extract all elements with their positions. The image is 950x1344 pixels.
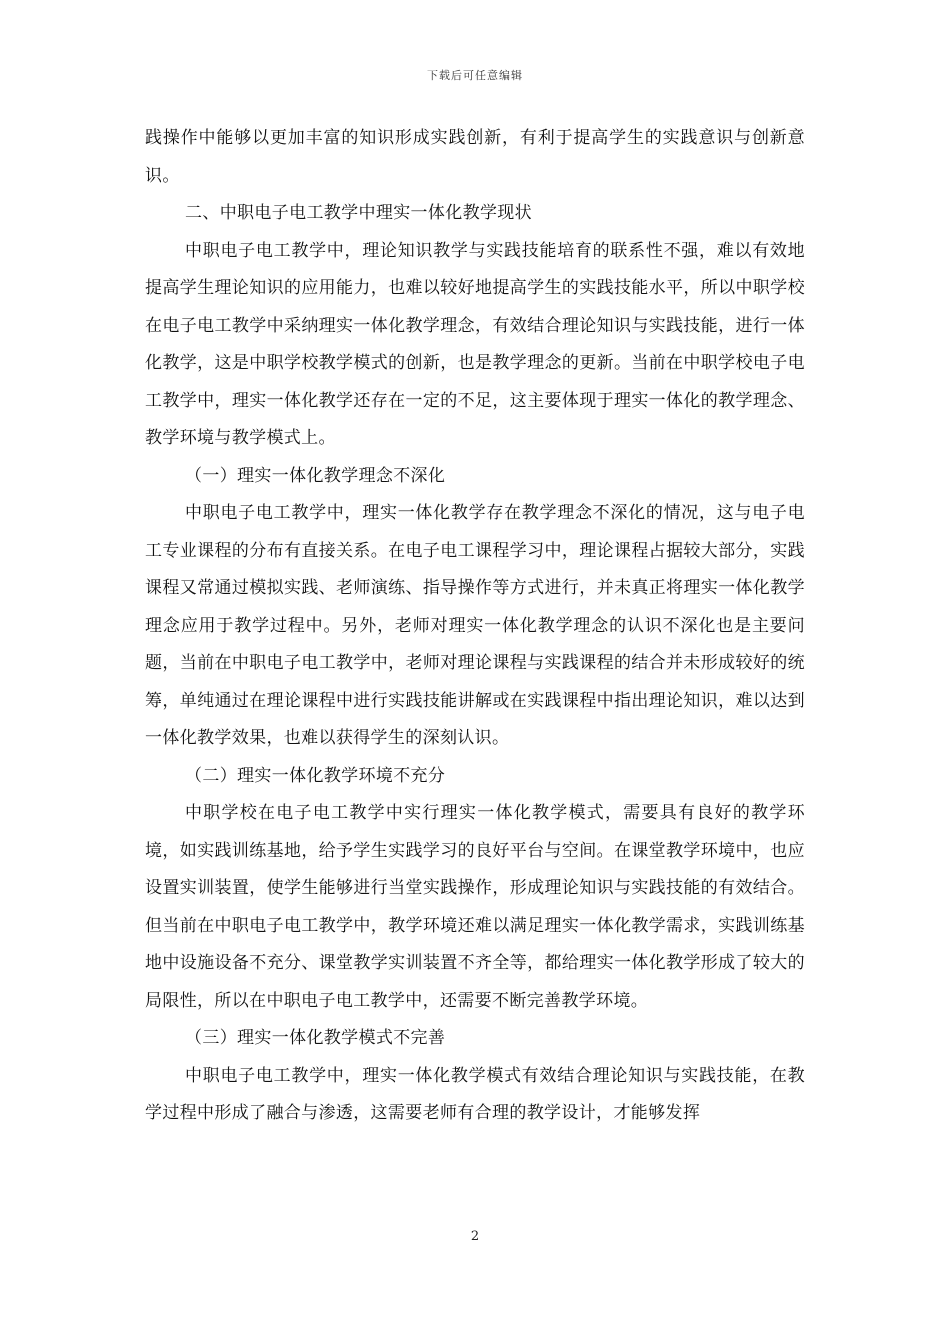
subsection-heading-2: （二）理实一体化教学环境不充分: [185, 765, 446, 786]
paragraph-current-status: 中职电子电工教学中，理论知识教学与实践技能培育的联系性不强，难以有效地提高学生理论知识的应用能力，也难以较好地提高学生的实践技能水平，所以中职学校在电子电工教学中采纳理实一体化教学理念，有效结合理论知识与实践技能，进行一体化教学，这是中职学校教学模式的创新，也是教学理念的更新。当前在中职学校电子电工教学中，理实一体化教学还存在一定的不足，这主要体现于理实一体化的教学理念、教学环境与教学模式上。: [145, 240, 805, 448]
document-body: [145, 120, 805, 1133]
page-header: 下载后可任意编辑: [427, 69, 523, 82]
section-heading-2: 二、中职电子电工教学中理实一体化教学现状: [185, 203, 532, 223]
paragraph-teaching-model: 中职电子电工教学中，理实一体化教学模式有效结合理论知识与实践技能，在教学过程中形成了融合与渗透，这需要老师有合理的教学设计，才能够发挥: [145, 1065, 805, 1123]
subsection-heading-3: （三）理实一体化教学模式不完善: [185, 1028, 446, 1048]
paragraph-teaching-environment: 中职学校在电子电工教学中实行理实一体化教学模式，需要具有良好的教学环境，如实践训练基地，给予学生实践学习的良好平台与空间。在课堂教学环境中，也应设置实训装置，使学生能够进行当堂实践操作，形成理论知识与实践技能的有效结合。但当前在中职电子电工教学中，教学环境还难以满足理实一体化教学需求，实践训练基地中设施设备不充分、课堂教学实训装置不齐全等，都给理实一体化教学形成了较大的局限性，所以在中职电子电工教学中，还需要不断完善教学环境。: [145, 803, 805, 1011]
subsection-heading-1: （一）理实一体化教学理念不深化: [185, 465, 446, 486]
paragraph-teaching-concept: 中职电子电工教学中，理实一体化教学存在教学理念不深化的情况，这与电子电工专业课程的分布有直接关系。在电子电工课程学习中，理论课程占据较大部分，实践课程又常通过模拟实践、老师演练、指导操作等方式进行，并未真正将理实一体化教学理念应用于教学过程中。另外，老师对理实一体化教学理念的认识不深化也是主要问题，当前在中职电子电工教学中，老师对理论课程与实践课程的结合并未形成较好的统筹，单纯通过在理论课程中进行实践技能讲解或在实践课程中指出理论知识，难以达到一体化教学效果，也难以获得学生的深刻认识。: [145, 503, 805, 748]
page-number: 2: [470, 1229, 480, 1244]
paragraph-continuation: 践操作中能够以更加丰富的知识形成实践创新，有利于提高学生的实践意识与创新意识。: [145, 128, 805, 186]
